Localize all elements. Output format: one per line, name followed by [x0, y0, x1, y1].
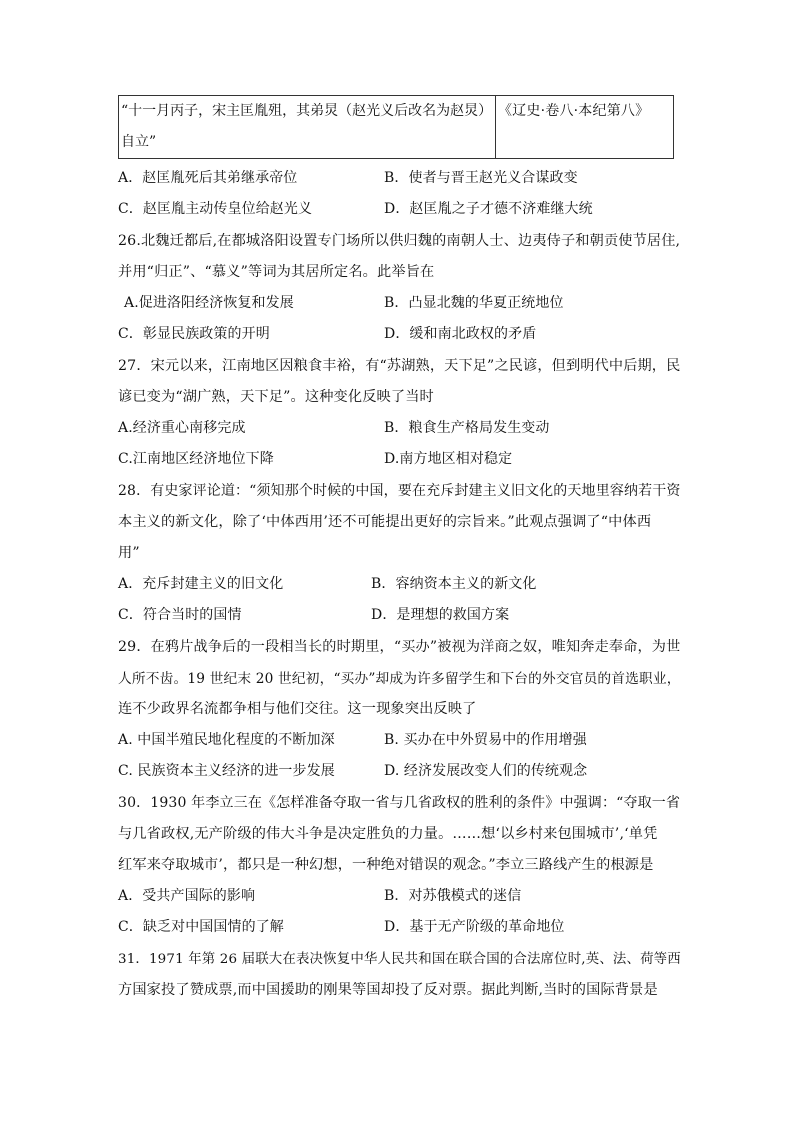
q26-option-b[interactable]: B．凸显北魏的华夏正统地位 — [384, 295, 564, 311]
q26-option-a[interactable]: A.促进洛阳经济恢复和发展 — [124, 295, 294, 311]
source-quote-cell — [119, 96, 496, 159]
q25-option-b[interactable]: B．使者与晋王赵光义合谋政变 — [384, 170, 578, 186]
q29-option-b[interactable]: B. 买办在中外贸易中的作用增强 — [384, 732, 587, 748]
q29-option-c[interactable]: C. 民族资本主义经济的进一步发展 — [118, 763, 335, 779]
q27-option-b[interactable]: B．粮食生产格局发生变动 — [384, 420, 550, 436]
q27-stem-line-1: 27．宋元以来，江南地区因粮食丰裕，有“苏湖熟，天下足”之民谚，但到明代中后期，民 — [118, 358, 681, 374]
q29-option-a[interactable]: A. 中国半殖民地化程度的不断加深 — [118, 732, 335, 748]
q26-option-c[interactable]: C．彰显民族政策的开明 — [118, 326, 270, 342]
q28-option-c[interactable]: C．符合当时的国情 — [118, 607, 242, 623]
q27-option-a[interactable]: A.经济重心南移完成 — [118, 420, 246, 436]
q27-option-c[interactable]: C.江南地区经济地位下降 — [118, 451, 274, 467]
q25-option-d[interactable]: D．赵匡胤之子才德不济难继大统 — [384, 201, 593, 217]
q30-option-a[interactable]: A．受共产国际的影响 — [118, 888, 256, 904]
q29-stem-line-2: 人所不齿。19 世纪末 20 世纪初，“买办”却成为许多留学生和下台的外交官员的首选职业， — [118, 671, 681, 687]
q26-option-d[interactable]: D．缓和南北政权的矛盾 — [384, 326, 537, 342]
q30-stem-line-2: 与几省政权,无产阶级的伟大斗争是决定胜负的力量。……想‘以乡村来包围城市’,‘单凭 — [118, 826, 658, 842]
q31-stem-line-2: 方国家投了赞成票,而中国援助的刚果等国却投了反对票。据此判断,当时的国际背景是 — [118, 982, 658, 998]
q26-stem-line-1: 26.北魏迁都后,在都城洛阳设置专门场所以供归魏的南朝人士、边夷侍子和朝贡使节居住, — [118, 233, 681, 249]
q30-option-d[interactable]: D．基于无产阶级的革命地位 — [384, 919, 565, 935]
q29-stem-line-3: 连不少政界名流都争相与他们交往。这一现象突出反映了 — [118, 701, 477, 717]
q25-option-a[interactable]: A．赵匡胤死后其弟继承帝位 — [118, 170, 298, 186]
q26-stem-line-2: 并用“归正”、“慕义”等词为其居所定名。此举旨在 — [118, 264, 435, 280]
q28-stem-line-3: 用” — [118, 545, 140, 561]
source-quote-line-2: 自立” — [121, 134, 157, 150]
q30-option-c[interactable]: C．缺乏对中国国情的了解 — [118, 919, 284, 935]
q28-stem-line-1: 28．有史家评论道：“须知那个时候的中国，要在充斥封建主义旧文化的天地里容纳若干资 — [118, 483, 681, 499]
q30-stem-line-1: 30．1930 年李立三在《怎样准备夺取一省与几省政权的胜利的条件》中强调：“夺取一省 — [118, 795, 681, 811]
q29-option-d[interactable]: D. 经济发展改变人们的传统观念 — [384, 763, 588, 779]
q27-option-d[interactable]: D.南方地区相对稳定 — [384, 451, 513, 467]
source-quote-line-1: “十一月丙子，宋主匡胤殂，其弟炅（赵光义后改名为赵炅） — [121, 103, 493, 119]
q28-option-a[interactable]: A．充斥封建主义的旧文化 — [118, 576, 284, 592]
q28-option-d[interactable]: D．是理想的救国方案 — [371, 607, 510, 623]
q28-option-b[interactable]: B．容纳资本主义的新文化 — [371, 576, 537, 592]
q25-option-c[interactable]: C．赵匡胤主动传皇位给赵光义 — [118, 201, 313, 217]
q27-stem-line-2: 谚已变为“湖广熟，天下足”。这种变化反映了当时 — [118, 389, 434, 405]
source-table — [118, 95, 674, 159]
q30-stem-line-3: 红军来夺取城市’，都只是一种幻想，一种绝对错误的观念。”李立三路线产生的根源是 — [118, 857, 654, 873]
q30-option-b[interactable]: B．对苏俄模式的迷信 — [384, 888, 522, 904]
q28-stem-line-2: 本主义的新文化，除了‘中体西用’还不可能提出更好的宗旨来。”此观点强调了“中体西 — [118, 514, 652, 530]
q29-stem-line-1: 29．在鸦片战争后的一段相当长的时期里，“买办”被视为洋商之奴，唯知奔走奉命，为世 — [118, 639, 681, 655]
source-citation-cell: 《辽史·卷八·本纪第八》 — [496, 96, 674, 159]
q31-stem-line-1: 31．1971 年第 26 届联大在表决恢复中华人民共和国在联合国的合法席位时,英、法、荷等西 — [118, 952, 681, 967]
